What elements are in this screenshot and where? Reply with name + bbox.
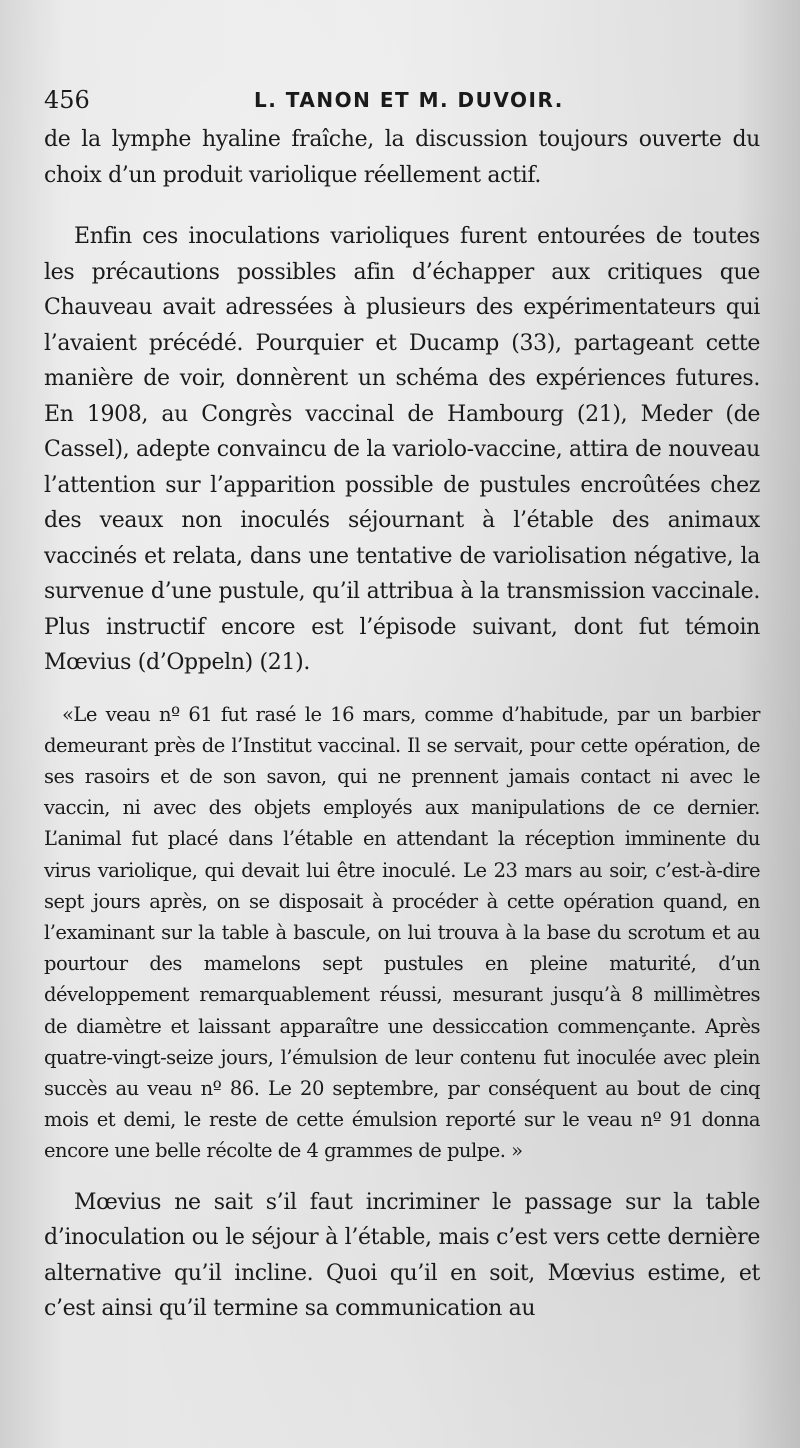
paragraph-inoculations: Enfin ces inoculations varioliques furent entourées de toutes les précautions possibles afin d’échapper aux critiques que Chauveau avait adressées à plusieurs des expérimentateurs qui l’avaient précédé. Pourquier et Ducamp (33), partageant cette manière de voir, donnèrent un schéma des expériences futures. En 1908, au Congrès vaccinal de Hambourg (21), Meder (de Cassel), adepte convaincu de la variolo-vaccine, attira de nouveau l’attention sur l’apparition possible de pustules encroûtées chez des veaux non inoculés séjournant à l’étable des animaux vaccinés et relata, dans une tentative de variolisation négative, la survenue d’une pustule, qu’il attribua à la transmission vaccinale. Plus instructif encore est l’épisode suivant, dont fut témoin Mœvius (d’Oppeln) (21). (44, 224, 760, 675)
body-text (44, 122, 760, 1327)
paragraph-continuation: de la lymphe hyaline fraîche, la discussion toujours ouverte du choix d’un produit variolique réellement actif. (44, 127, 760, 188)
page-header (44, 82, 764, 118)
page-number: 456 (44, 86, 90, 114)
running-head: L. TANON ET M. DUVOIR. (254, 88, 564, 112)
paragraph-moevius: Mœvius ne sait s’il faut incriminer le passage sur la table d’inoculation ou le séjour à l’étable, mais c’est vers cette dernière alternative qu’il incline. Quoi qu’il en soit, Mœvius estime, et c’est ainsi qu’il termine sa communication au (44, 1189, 760, 1322)
block-quote: «Le veau nº 61 fut rasé le 16 mars, comme d’habitude, par un barbier demeurant près de l’Institut vaccinal. Il se servait, pour cette opération, de ses rasoirs et de son savon, qui ne prennent jamais contact ni avec le vaccin, ni avec des objets employés aux manipulations de ce dernier. L’animal fut placé dans l’étable en attendant la réception imminente du virus variolique, qui devait lui être inoculé. Le 23 mars au soir, c’est-à-dire sept jours après, on se disposait à procéder à cette opération quand, en l’examinant sur la table à bascule, on lui trouva à la base du scrotum et au pourtour des mamelons sept pustules en pleine maturité, d’un développement remarquablement réussi, mesurant jusqu’à 8 millimètres de diamètre et laissant apparaître une dessiccation commençante. Après quatre-vingt-seize jours, l’émulsion de leur contenu fut inoculée avec plein succès au veau nº 86. Le 20 septembre, par conséquent au bout de cinq mois et demi, le reste de cette émulsion reporté sur le veau nº 91 donna encore une belle récolte de 4 grammes de pulpe. » (44, 702, 760, 1163)
